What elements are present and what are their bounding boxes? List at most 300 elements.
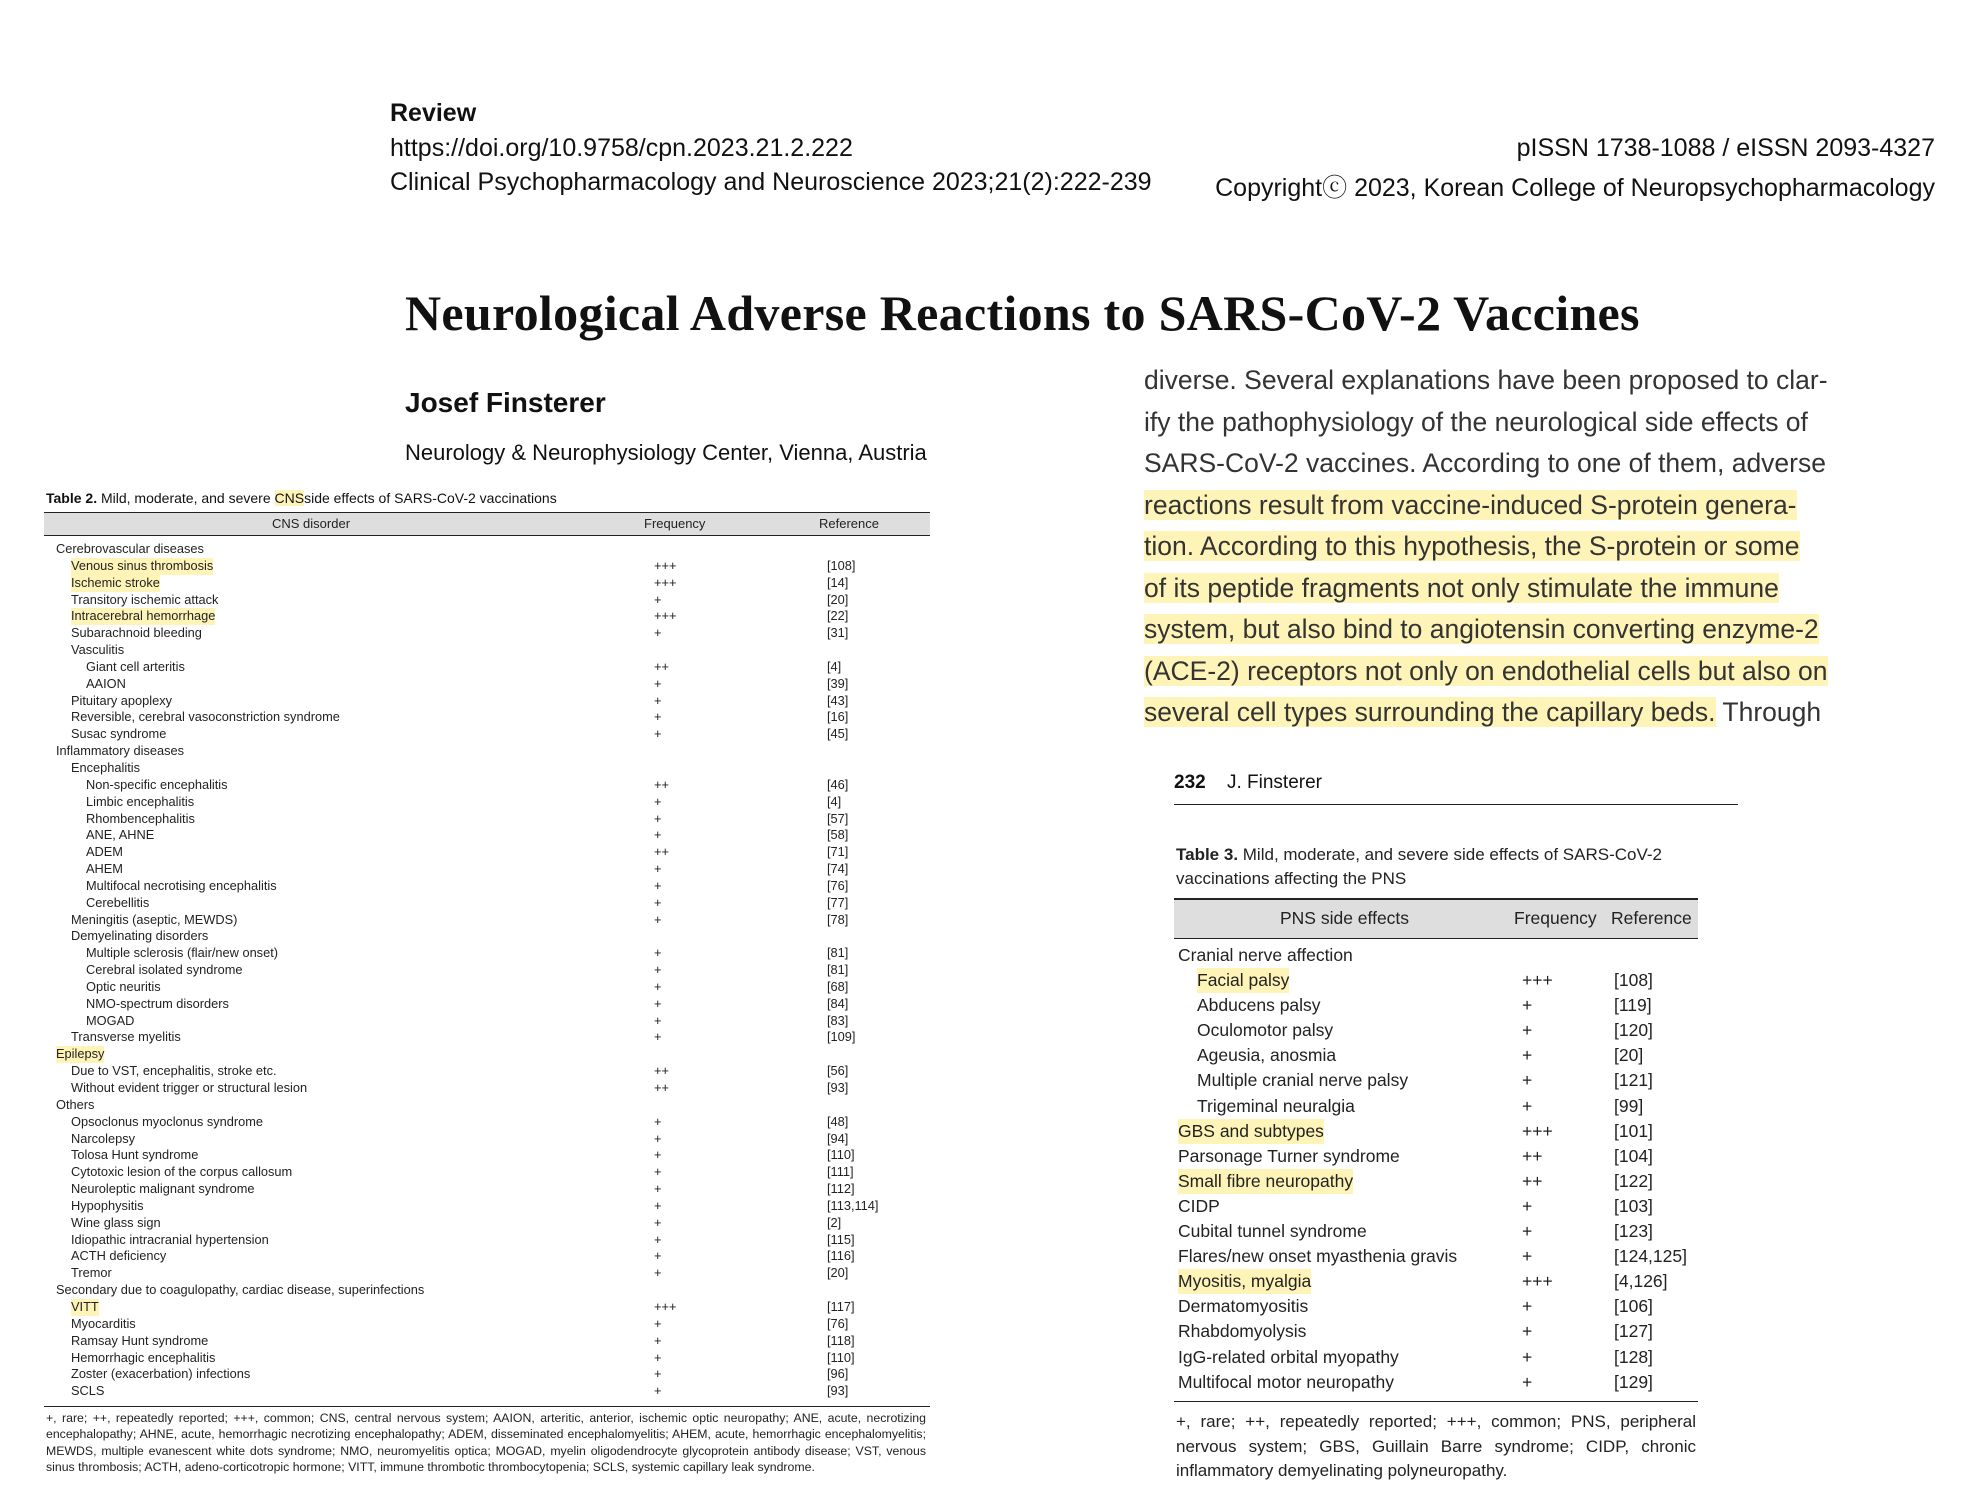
table3-row-reference: [123] [1614, 1221, 1653, 1242]
table2-row-name: Multiple sclerosis (flair/new onset) [86, 945, 279, 961]
body-line-text: system, but also bind to angiotensin converting enzyme-2 [1144, 614, 1819, 644]
table2-row-reference: [118] [827, 1332, 855, 1348]
table2-row-frequency: + [654, 827, 662, 843]
table2-row [44, 709, 930, 726]
table3-row-reference: [124,125] [1614, 1246, 1687, 1267]
table2-row [44, 1248, 930, 1265]
table2-row-name: SCLS [71, 1383, 105, 1399]
table2-row [44, 558, 930, 575]
table3-row-name: Ageusia, anosmia [1197, 1045, 1337, 1066]
table2-row-name: Cytotoxic lesion of the corpus callosum [71, 1164, 293, 1180]
table2-row-name: Tolosa Hunt syndrome [71, 1147, 199, 1163]
table3-row [1174, 1018, 1698, 1043]
affiliation: Neurology & Neurophysiology Center, Vienna, Austria [405, 440, 927, 465]
article-title: Neurological Adverse Reactions to SARS-CoV-2 Vaccines [405, 285, 1640, 341]
table2-row-name: Venous sinus thrombosis [71, 557, 214, 573]
table2-row-name: Opsoclonus myoclonus syndrome [71, 1113, 264, 1129]
table2-row-name: Myocarditis [71, 1315, 136, 1331]
table2-row-reference: [48] [827, 1113, 849, 1129]
table3-row-frequency: + [1522, 1045, 1533, 1066]
table2-row-name: AAION [86, 675, 126, 691]
table3-row-name: Myositis, myalgia [1178, 1269, 1311, 1294]
table2-row-frequency: + [654, 1332, 662, 1348]
body-last-line [1144, 692, 1822, 734]
table2-row [44, 642, 930, 659]
table3-row-name: Abducens palsy [1197, 995, 1321, 1016]
table2-row-reference: [43] [827, 692, 849, 708]
body-last-line-highlight: several cell types surrounding the capillary beds. [1144, 697, 1716, 727]
table2-row-frequency: + [654, 1231, 662, 1247]
table2-row-name: Vasculitis [71, 642, 125, 658]
table2-row-name: ANE, AHNE [86, 827, 155, 843]
table2-row-reference: [94] [827, 1130, 849, 1146]
table2-row-frequency: + [654, 1265, 662, 1281]
table2-row-reference: [96] [827, 1366, 849, 1382]
table2-row-frequency: +++ [654, 608, 677, 624]
body-line-text: tion. According to this hypothesis, the S-protein or some [1144, 531, 1800, 561]
table2-row [44, 928, 930, 945]
table2-row [44, 827, 930, 844]
table2-row-reference: [68] [827, 978, 849, 994]
table2-row-frequency: + [654, 1197, 662, 1213]
table2-row-frequency: ++ [654, 844, 669, 860]
table3-row-name: CIDP [1178, 1195, 1220, 1216]
table2-row-name: ACTH deficiency [71, 1248, 167, 1264]
table2-row-reference: [78] [827, 911, 849, 927]
table2-row [44, 979, 930, 996]
table3-bottom-rule [1174, 1401, 1698, 1402]
table2-row [44, 1333, 930, 1350]
table3-row-name: Trigeminal neuralgia [1197, 1095, 1355, 1116]
table2-bottom-rule [44, 1406, 930, 1407]
table2-row [44, 878, 930, 895]
table2-row [44, 1097, 930, 1114]
table2-row-frequency: + [654, 995, 662, 1011]
table2-row-reference: [22] [827, 608, 849, 624]
table3-row-reference: [99] [1614, 1095, 1644, 1116]
table2-row [44, 1147, 930, 1164]
journal-citation: Clinical Psychopharmacology and Neuroscience 2023;21(2):222-239 [390, 168, 1152, 196]
table2-row-frequency: + [654, 793, 662, 809]
table2-row-name: Transverse myelitis [71, 1029, 181, 1045]
table2-row-frequency: + [654, 675, 662, 691]
table2-row-name: Encephalitis [71, 759, 141, 775]
table3-row-reference: [129] [1614, 1371, 1653, 1392]
table2-row-reference: [20] [827, 1265, 849, 1281]
table2-row-reference: [31] [827, 625, 849, 641]
table3-row-name: GBS and subtypes [1178, 1119, 1324, 1144]
table2-row [44, 1063, 930, 1080]
table2-footnote: +, rare; ++, repeatedly reported; +++, common; CNS, central nervous system; AAION, arteritic, anterior, ischemic optic neuropathy; ANE, acute, necrotizing encephalopathy; AHNE, acute, hemorrhagic necrotizing encephalopathy; ADEM, disseminated encephalomyelitis; AHEM, acute, hemorrhagic encephalomyelitis; MEWDS, multiple evanescent white dots syndrome; NMO, neuromyelitis optica; MOGAD, myelin oligodendrocyte glycoprotein antibody disease; VST, venous sinus thrombosis; ACTH, adeno-corticotropic hormone; VITT, immune thrombotic thrombocytopenia; SCLS, systemic capillary leak syndrome. [46, 1411, 926, 1474]
table2-row-frequency: + [654, 911, 662, 927]
table3-caption-label: Table 3. [1176, 845, 1239, 864]
table2-caption [46, 490, 557, 506]
table2-row-frequency: + [654, 962, 662, 978]
table2-row [44, 1164, 930, 1181]
table2-row-frequency: + [654, 894, 662, 910]
table2-row-name: MOGAD [86, 1012, 135, 1028]
table2-row-reference: [77] [827, 894, 849, 910]
table2-row-reference: [58] [827, 827, 849, 843]
table2-row-name: Susac syndrome [71, 726, 167, 742]
table2-body [44, 541, 930, 1400]
table2-row-reference: [110] [827, 1147, 855, 1163]
table3-body [1174, 943, 1698, 1395]
table2-row-frequency: + [654, 709, 662, 725]
table3-row-frequency: ++ [1522, 1145, 1543, 1166]
table2-row [44, 575, 930, 592]
table3-row-name: Multiple cranial nerve palsy [1197, 1070, 1409, 1091]
table2-row-frequency: + [654, 1029, 662, 1045]
table2-row-frequency: + [654, 1366, 662, 1382]
table2-row [44, 794, 930, 811]
table3 [1174, 898, 1698, 1402]
table3-caption-text: Mild, moderate, and severe side effects of SARS-CoV-2 vaccinations affecting the PNS [1176, 845, 1662, 888]
table3-row-frequency: + [1522, 1296, 1533, 1317]
table2-row-frequency: + [654, 1181, 662, 1197]
table2-caption-pre: Mild, moderate, and severe [97, 490, 275, 506]
table2-header-disorder: CNS disorder [272, 516, 351, 531]
table2-row [44, 1181, 930, 1198]
table2-row-reference: [112] [827, 1181, 855, 1197]
table2-row-name: Subarachnoid bleeding [71, 625, 202, 641]
table2-row-name: Inflammatory diseases [56, 743, 185, 759]
table2-row-frequency: + [654, 1383, 662, 1399]
table3-header [1174, 898, 1698, 939]
body-line [1144, 443, 1826, 485]
body-last-line-rest: Through [1715, 697, 1822, 727]
table2-row-frequency: + [654, 1349, 662, 1365]
table3-row [1174, 1319, 1698, 1344]
table2-row-name: Idiopathic intracranial hypertension [71, 1231, 269, 1247]
table2-row-reference: [117] [827, 1298, 855, 1314]
table2-header [44, 512, 930, 536]
table2-row [44, 1383, 930, 1400]
table2-row [44, 861, 930, 878]
table3-row [1174, 1269, 1698, 1294]
body-line [1144, 360, 1828, 402]
table3-caption [1176, 843, 1696, 891]
table2-row [44, 726, 930, 743]
table3-row-reference: [101] [1614, 1120, 1653, 1141]
table2-row-name: Tremor [71, 1265, 112, 1281]
table2-row-reference: [16] [827, 709, 849, 725]
table2-row-frequency: + [654, 692, 662, 708]
table2-row-frequency: ++ [654, 1080, 669, 1095]
table2-row-frequency: ++ [654, 776, 669, 792]
body-line [1144, 651, 1828, 693]
body-lines [1144, 360, 1828, 692]
table2-row-frequency: + [654, 1164, 662, 1180]
table2-row [44, 625, 930, 642]
table2-row [44, 895, 930, 912]
table2-row [44, 1366, 930, 1383]
table2-row-reference: [108] [827, 557, 856, 573]
table3-row-name: Small fibre neuropathy [1178, 1169, 1353, 1194]
table2-row-reference: [4] [827, 793, 842, 809]
table3-row-frequency: + [1522, 1095, 1533, 1116]
table3-header-frequency: Frequency [1514, 908, 1597, 928]
table2-row-frequency: + [654, 1214, 662, 1230]
table2-caption-highlight: CNS [274, 490, 305, 506]
table2-row [44, 592, 930, 609]
table2-row-frequency: + [654, 726, 662, 742]
copyright: Copyrightⓒ 2023, Korean College of Neuropsychopharmacology [1215, 174, 1935, 202]
table2-row-name: Cerebrovascular diseases [56, 541, 204, 556]
table2-row-name: Hypophysitis [71, 1197, 144, 1213]
issn: pISSN 1738-1088 / eISSN 2093-4327 [1516, 134, 1935, 162]
body-line [1144, 609, 1819, 651]
table2-row-reference: [110] [827, 1349, 855, 1365]
table2-row [44, 743, 930, 760]
table2-row-frequency: + [654, 1113, 662, 1129]
table2-row-name: Others [56, 1096, 95, 1112]
table2-row-name: Limbic encephalitis [86, 793, 195, 809]
table3-row-reference: [106] [1614, 1296, 1653, 1317]
table2-row [44, 541, 930, 558]
table3-row-name: Multifocal motor neuropathy [1178, 1371, 1394, 1392]
table2-row [44, 777, 930, 794]
table2-row-frequency: + [654, 1147, 662, 1163]
table3-row-reference: [4,126] [1614, 1271, 1668, 1292]
table2-row-frequency: + [654, 1315, 662, 1331]
body-line [1144, 485, 1797, 527]
table3-row-frequency: +++ [1522, 1120, 1553, 1141]
table3-row [1174, 993, 1698, 1018]
table2-row [44, 1198, 930, 1215]
table3-row [1174, 1345, 1698, 1370]
table2-row-reference: [83] [827, 1012, 849, 1028]
table2-row-frequency: + [654, 1248, 662, 1264]
body-line [1144, 568, 1784, 610]
table2-caption-post: side effects of SARS-CoV-2 vaccinations [304, 490, 557, 506]
table2-row-name: Pituitary apoplexy [71, 692, 173, 708]
table2-caption-label: Table 2. [46, 490, 98, 506]
table2-row [44, 962, 930, 979]
table2-row [44, 676, 930, 693]
table2-row [44, 659, 930, 676]
table3-row-name: Rhabdomyolysis [1178, 1321, 1307, 1342]
table3-row-reference: [104] [1614, 1145, 1653, 1166]
table3-row-frequency: +++ [1522, 1271, 1553, 1292]
table2-row [44, 811, 930, 828]
table2-row [44, 760, 930, 777]
table3-row [1174, 1294, 1698, 1319]
table2-row-frequency: + [654, 861, 662, 877]
table2-row-name: AHEM [86, 861, 123, 877]
table2-row-frequency: + [654, 591, 662, 607]
table3-row-frequency: + [1522, 1221, 1533, 1242]
table2-row-name: Zoster (exacerbation) infections [71, 1366, 251, 1382]
table3-row [1174, 968, 1698, 993]
table2-row-name: NMO-spectrum disorders [86, 995, 229, 1011]
table2-row-reference: [115] [827, 1231, 855, 1247]
table3-row [1174, 1169, 1698, 1194]
table3-row-name: Dermatomyositis [1178, 1296, 1309, 1317]
body-line-text: ify the pathophysiology of the neurological side effects of [1144, 406, 1808, 437]
table2-row-name: Meningitis (aseptic, MEWDS) [71, 911, 238, 927]
body-line [1144, 402, 1808, 444]
table2-row [44, 1013, 930, 1030]
table3-header-reference: Reference [1611, 908, 1692, 928]
table2-row-reference: [2] [827, 1214, 842, 1230]
table3-row-reference: [119] [1614, 995, 1652, 1016]
table2-row-frequency: ++ [654, 658, 669, 674]
table2-row-reference: [71] [827, 844, 849, 860]
table2-row [44, 844, 930, 861]
table2-row-reference: [45] [827, 726, 849, 742]
body-line-text: of its peptide fragments not only stimulate the immune [1144, 572, 1779, 603]
table2-row-frequency: + [654, 945, 662, 961]
table2-row-reference: [46] [827, 776, 849, 792]
table2-row [44, 1080, 930, 1097]
table3-row-reference: [20] [1614, 1045, 1644, 1066]
table2-row-name: Optic neuritis [86, 978, 161, 994]
table3-row-reference: [108] [1614, 970, 1653, 991]
table2-row-name: Ramsay Hunt syndrome [71, 1332, 209, 1348]
table2-row-name: Cerebral isolated syndrome [86, 962, 243, 978]
body-line-text: (ACE-2) receptors not only on endothelial cells but also on [1144, 655, 1828, 686]
table2-row-name: Multifocal necrotising encephalitis [86, 877, 277, 893]
table2-row-reference: [56] [827, 1063, 849, 1079]
article-type: Review [390, 99, 477, 127]
table3-row-name: IgG-related orbital myopathy [1178, 1346, 1399, 1367]
table3-row-frequency: + [1522, 1070, 1533, 1091]
table2-row-frequency: + [654, 978, 662, 994]
table3-row [1174, 943, 1698, 968]
table3-row-name: Facial palsy [1197, 968, 1289, 993]
table2-row-frequency: +++ [654, 1298, 677, 1314]
table2-row-reference: [81] [827, 962, 849, 978]
table3-header-effects: PNS side effects [1280, 908, 1410, 928]
body-line-text: reactions result from vaccine-induced S-protein genera- [1144, 489, 1797, 520]
table3-row-frequency: + [1522, 1321, 1533, 1342]
table3-row-reference: [103] [1614, 1195, 1653, 1216]
table3-row-reference: [122] [1614, 1170, 1653, 1191]
table2-row [44, 912, 930, 929]
table3-footnote: +, rare; ++, repeatedly reported; +++, common; PNS, peripheral nervous system; GBS, Guillain Barre syndrome; CIDP, chronic inflammatory demyelinating polyneuropathy. [1176, 1412, 1696, 1480]
page-running-header [1174, 772, 1738, 805]
table2-row-frequency: +++ [654, 557, 677, 573]
table2-row-name: Non-specific encephalitis [86, 776, 228, 792]
table2-row-frequency: + [654, 810, 662, 826]
table2-row-reference: [14] [827, 574, 849, 590]
table2-row-name: Hemorrhagic encephalitis [71, 1349, 216, 1365]
table2-row-reference: [84] [827, 995, 849, 1011]
table3-row-frequency: + [1522, 1195, 1533, 1216]
table3-row-frequency: + [1522, 995, 1533, 1016]
table2-row-reference: [57] [827, 810, 849, 826]
table2-row-name: Cerebellitis [86, 894, 150, 910]
table2-row-name: Ischemic stroke [71, 574, 160, 590]
table2-row-name: Giant cell arteritis [86, 658, 185, 674]
table2-row-reference: [76] [827, 1315, 849, 1331]
table2-row-name: Transitory ischemic attack [71, 591, 219, 607]
table2-row-name: Epilepsy [56, 1046, 105, 1062]
table2-row-reference: [76] [827, 877, 849, 893]
table2-row-reference: [109] [827, 1029, 856, 1045]
table3-row [1174, 1194, 1698, 1219]
table2-row-name: Demyelinating disorders [71, 928, 209, 944]
table2-row-frequency: ++ [654, 1063, 669, 1079]
table2-row-name: Without evident trigger or structural lesion [71, 1080, 308, 1095]
table2-row-name: ADEM [86, 844, 123, 860]
body-line-text: SARS-CoV-2 vaccines. According to one of them, adverse [1144, 448, 1826, 478]
table2-row-name: VITT [71, 1298, 99, 1314]
table2-row-reference: [93] [827, 1080, 849, 1095]
doi-link[interactable]: https://doi.org/10.9758/cpn.2023.21.2.222 [390, 134, 853, 162]
table3-row-frequency: + [1522, 1246, 1533, 1267]
table3-row [1174, 1244, 1698, 1269]
table2-row-name: Rhombencephalitis [86, 810, 195, 826]
table2-row-name: Narcolepsy [71, 1130, 136, 1146]
table2-row-name: Due to VST, encephalitis, stroke etc. [71, 1063, 277, 1079]
table3-row-frequency: + [1522, 1020, 1533, 1041]
table3-row-reference: [120] [1614, 1020, 1653, 1041]
table3-row [1174, 1068, 1698, 1093]
table2-row-name: Secondary due to coagulopathy, cardiac disease, superinfections [56, 1282, 425, 1298]
table2-row-reference: [20] [827, 591, 849, 607]
table2-row [44, 1046, 930, 1063]
table2-row [44, 1232, 930, 1249]
body-line [1144, 526, 1800, 568]
table2-row-name: Intracerebral hemorrhage [71, 608, 216, 624]
page-number: 232 [1174, 772, 1206, 793]
table2-row-reference: [74] [827, 861, 849, 877]
table3-row-name: Oculomotor palsy [1197, 1020, 1334, 1041]
table2 [44, 512, 930, 1407]
table3-row-name: Cranial nerve affection [1178, 945, 1353, 965]
table2-row [44, 996, 930, 1013]
table2-row [44, 608, 930, 625]
table3-row [1174, 1144, 1698, 1169]
table3-row-frequency: + [1522, 1346, 1533, 1367]
table2-row-reference: [111] [827, 1164, 854, 1180]
table2-row-name: Neuroleptic malignant syndrome [71, 1181, 255, 1197]
table2-row [44, 1316, 930, 1333]
table2-row-reference: [81] [827, 945, 849, 961]
table2-row [44, 1114, 930, 1131]
table2-header-reference: Reference [819, 516, 879, 531]
table2-row [44, 1029, 930, 1046]
running-author: J. Finsterer [1226, 772, 1323, 793]
table3-row-name: Parsonage Turner syndrome [1178, 1145, 1400, 1166]
table2-row [44, 1299, 930, 1316]
table3-row-name: Flares/new onset myasthenia gravis [1178, 1246, 1458, 1267]
table2-row [44, 1215, 930, 1232]
table2-row [44, 1131, 930, 1148]
table2-row-reference: [116] [827, 1248, 855, 1264]
table3-row-frequency: +++ [1522, 970, 1553, 991]
table2-row-frequency: +++ [654, 574, 677, 590]
table3-row-reference: [121] [1614, 1070, 1653, 1091]
table3-row-frequency: + [1522, 1371, 1533, 1392]
table2-header-frequency: Frequency [644, 516, 706, 531]
table2-row-frequency: + [654, 1130, 662, 1146]
table2-row-reference: [39] [827, 675, 849, 691]
table2-row [44, 693, 930, 710]
table3-row-name: Cubital tunnel syndrome [1178, 1221, 1367, 1242]
table2-row [44, 945, 930, 962]
table2-row [44, 1350, 930, 1367]
table2-row-frequency: + [654, 625, 662, 641]
table3-row [1174, 1043, 1698, 1068]
table3-row [1174, 1370, 1698, 1395]
table2-row [44, 1282, 930, 1299]
table2-row-frequency: + [654, 1012, 662, 1028]
table2-row-frequency: + [654, 877, 662, 893]
body-line-text: diverse. Several explanations have been proposed to clar- [1144, 365, 1828, 395]
